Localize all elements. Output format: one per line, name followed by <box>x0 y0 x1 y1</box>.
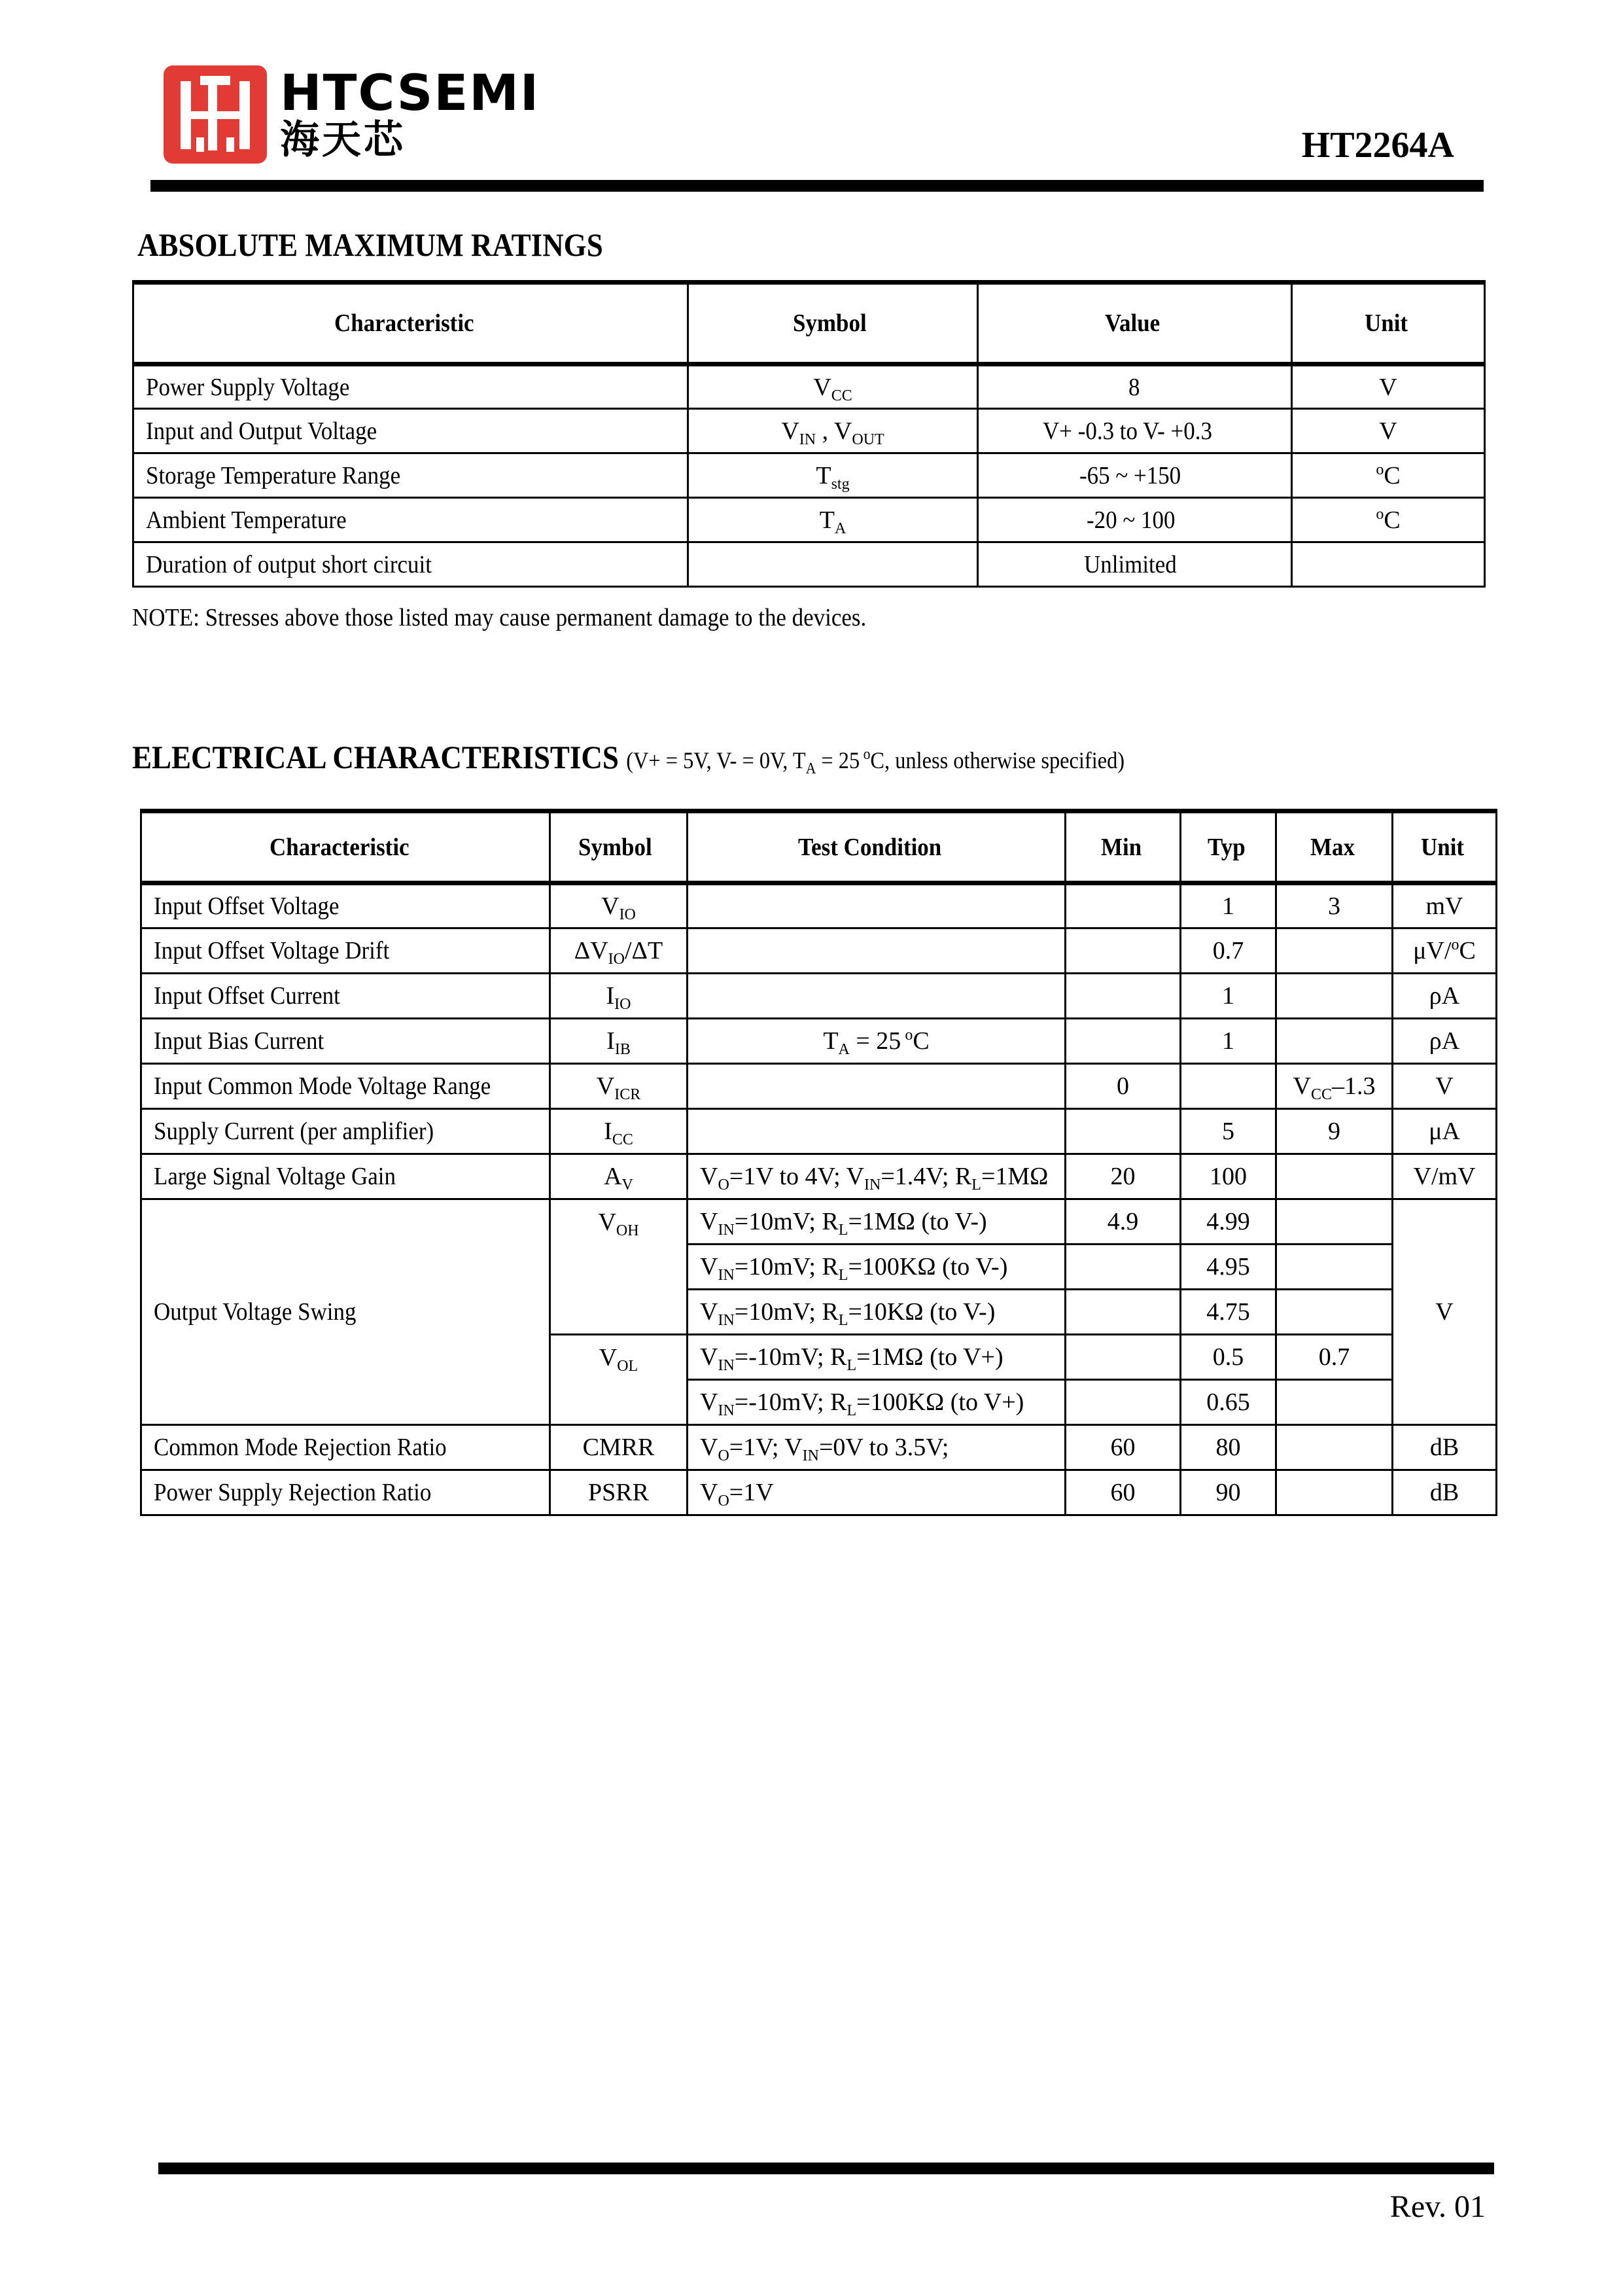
unit-cell <box>1292 542 1485 587</box>
max-cell <box>1276 928 1393 974</box>
characteristic-cell: Input Offset Voltage Drift <box>141 928 550 974</box>
table-row <box>141 1109 1497 1154</box>
characteristic-cell: Ambient Temperature <box>133 498 688 542</box>
value-cell: Unlimited <box>978 542 1292 587</box>
table-row <box>141 1154 1497 1199</box>
typ-cell: 90 <box>1181 1470 1276 1515</box>
condition-cell <box>688 974 1066 1019</box>
brand-name: HTCSEMI <box>280 63 540 122</box>
condition-cell: $V_{IN}=10mV$; $R_L=100K\Omega$ (to V-) <box>688 1245 1066 1290</box>
electrical-title <box>132 738 1125 776</box>
revision-label: Rev. 01 <box>1389 2189 1486 2224</box>
column-header: Test Condition <box>688 811 1066 883</box>
symbol-cell <box>688 542 978 587</box>
company-logo <box>164 63 540 167</box>
table-row <box>141 1064 1497 1109</box>
condition-cell: $V_{IN}=10mV$; $R_L=1M\Omega$ (to V-) <box>688 1199 1066 1245</box>
condition-cell <box>688 928 1066 974</box>
characteristic-cell: Output Voltage Swing <box>141 1199 550 1425</box>
condition-cell: $V_O=1V$ to 4V; $V_{IN}=1.4V$; $R_L=1M\Omega$ <box>688 1154 1066 1199</box>
condition-cell: $T_A = 25$ $^o$C <box>688 1019 1066 1064</box>
symbol-cell: $V_{IN}$ , $V_{OUT}$ <box>688 409 978 453</box>
unit-cell: $^o$C <box>1292 498 1485 542</box>
min-cell <box>1066 1245 1181 1290</box>
typ-cell: 0.5 <box>1181 1335 1276 1380</box>
condition-cell: $V_{IN}=10mV$; $R_L=10K\Omega$ (to V-) <box>688 1290 1066 1335</box>
symbol-cell: $I_{CC}$ <box>550 1109 688 1154</box>
max-cell <box>1276 1154 1393 1199</box>
max-cell <box>1276 1380 1393 1425</box>
condition-cell: $V_{IN}=-10mV$; $R_L=100K\Omega$ (to V+) <box>688 1380 1066 1425</box>
typ-cell: 5 <box>1181 1109 1276 1154</box>
typ-cell: 1 <box>1181 1019 1276 1064</box>
characteristic-cell: Input Offset Current <box>141 974 550 1019</box>
electrical-title-text: ELECTRICAL CHARACTERISTICS <box>132 739 619 775</box>
typ-cell: 100 <box>1181 1154 1276 1199</box>
unit-cell: μV/$^o$C <box>1393 928 1497 974</box>
column-header: Min <box>1066 811 1181 883</box>
symbol-cell: $V_{ICR}$ <box>550 1064 688 1109</box>
condition-cell: $V_O=1V$; $V_{IN}=0V$ to 3.5V; <box>688 1425 1066 1470</box>
symbol-cell: $V_{OH}$ <box>550 1199 688 1335</box>
column-header: Max <box>1276 811 1393 883</box>
symbol-cell: $A_V$ <box>550 1154 688 1199</box>
symbol-cell: PSRR <box>550 1470 688 1515</box>
symbol-cell: $V_{CC}$ <box>688 364 978 409</box>
column-header: Unit <box>1393 811 1497 883</box>
column-header: Symbol <box>550 811 688 883</box>
max-cell: 9 <box>1276 1109 1393 1154</box>
symbol-cell: $V_{IO}$ <box>550 883 688 928</box>
table-row <box>141 1019 1497 1064</box>
abs-max-table <box>132 280 1486 588</box>
column-header: Value <box>978 283 1292 364</box>
table-row <box>141 883 1497 928</box>
min-cell: 60 <box>1066 1470 1181 1515</box>
typ-cell: 1 <box>1181 883 1276 928</box>
min-cell <box>1066 928 1181 974</box>
characteristic-cell: Input and Output Voltage <box>133 409 688 453</box>
table-header-row <box>133 283 1485 364</box>
electrical-conditions: (V+ = 5V, V- = 0V, $T_A = 25$ $^o$C, unless otherwise specified) <box>626 746 1125 777</box>
min-cell <box>1066 1109 1181 1154</box>
value-cell: 8 <box>978 364 1292 409</box>
min-cell <box>1066 1380 1181 1425</box>
max-cell <box>1276 1290 1393 1335</box>
max-cell: $V_{CC}-1.3$ <box>1276 1064 1393 1109</box>
column-header: Symbol <box>688 283 978 364</box>
symbol-cell: $I_{IB}$ <box>550 1019 688 1064</box>
unit-cell: $^o$C <box>1292 453 1485 498</box>
logo-glyph-icon <box>164 65 267 164</box>
condition-cell <box>688 1109 1066 1154</box>
table-row <box>133 498 1485 542</box>
table-row <box>141 1425 1497 1470</box>
electrical-table <box>140 809 1497 1516</box>
max-cell: 0.7 <box>1276 1335 1393 1380</box>
table-header-row <box>141 811 1497 883</box>
max-cell <box>1276 1245 1393 1290</box>
characteristic-cell: Storage Temperature Range <box>133 453 688 498</box>
typ-cell: 4.99 <box>1181 1199 1276 1245</box>
min-cell <box>1066 883 1181 928</box>
condition-cell <box>688 1064 1066 1109</box>
characteristic-cell: Large Signal Voltage Gain <box>141 1154 550 1199</box>
table-row <box>133 409 1485 453</box>
table-row <box>141 1199 1497 1245</box>
condition-cell: $V_{IN}=-10mV$; $R_L=1M\Omega$ (to V+) <box>688 1335 1066 1380</box>
unit-cell: dB <box>1393 1470 1497 1515</box>
max-cell <box>1276 1199 1393 1245</box>
table-row <box>133 364 1485 409</box>
unit-cell: ρA <box>1393 1019 1497 1064</box>
typ-cell <box>1181 1064 1276 1109</box>
characteristic-cell: Input Common Mode Voltage Range <box>141 1064 550 1109</box>
table-row <box>141 1470 1497 1515</box>
typ-cell: 0.65 <box>1181 1380 1276 1425</box>
brand-name-cn: 海天芯 <box>280 117 406 163</box>
max-cell: 3 <box>1276 883 1393 928</box>
column-header: Characteristic <box>133 283 688 364</box>
characteristic-cell: Duration of output short circuit <box>133 542 688 587</box>
abs-max-note: NOTE: Stresses above those listed may cause permanent damage to the devices. <box>132 604 867 631</box>
unit-cell: V <box>1292 409 1485 453</box>
min-cell <box>1066 1290 1181 1335</box>
abs-max-title: ABSOLUTE MAXIMUM RATINGS <box>137 226 603 263</box>
unit-cell: V <box>1393 1199 1497 1425</box>
unit-cell: mV <box>1393 883 1497 928</box>
max-cell <box>1276 974 1393 1019</box>
footer-rule <box>158 2163 1494 2174</box>
max-cell <box>1276 1470 1393 1515</box>
table-row <box>141 928 1497 974</box>
unit-cell: V <box>1393 1064 1497 1109</box>
typ-cell: 4.75 <box>1181 1290 1276 1335</box>
column-header: Typ <box>1181 811 1276 883</box>
min-cell <box>1066 974 1181 1019</box>
unit-cell: V <box>1292 364 1485 409</box>
min-cell: 0 <box>1066 1064 1181 1109</box>
logo-mark <box>164 65 267 164</box>
value-cell: -20 ~ 100 <box>978 498 1292 542</box>
value-cell: -65 ~ +150 <box>978 453 1292 498</box>
unit-cell: dB <box>1393 1425 1497 1470</box>
unit-cell: μA <box>1393 1109 1497 1154</box>
value-cell: V+ -0.3 to V- +0.3 <box>978 409 1292 453</box>
min-cell: 60 <box>1066 1425 1181 1470</box>
symbol-cell: $I_{IO}$ <box>550 974 688 1019</box>
symbol-cell: $T_A$ <box>688 498 978 542</box>
typ-cell: 0.7 <box>1181 928 1276 974</box>
table-row <box>133 542 1485 587</box>
symbol-cell: $\Delta V_{IO}/\Delta T$ <box>550 928 688 974</box>
symbol-cell: CMRR <box>550 1425 688 1470</box>
characteristic-cell: Input Bias Current <box>141 1019 550 1064</box>
max-cell <box>1276 1019 1393 1064</box>
characteristic-cell: Input Offset Voltage <box>141 883 550 928</box>
characteristic-cell: Power Supply Voltage <box>133 364 688 409</box>
symbol-cell: $T_{stg}$ <box>688 453 978 498</box>
min-cell: 4.9 <box>1066 1199 1181 1245</box>
table-row <box>133 453 1485 498</box>
min-cell <box>1066 1335 1181 1380</box>
condition-cell <box>688 883 1066 928</box>
typ-cell: 80 <box>1181 1425 1276 1470</box>
condition-cell: $V_O=1V$ <box>688 1470 1066 1515</box>
min-cell: 20 <box>1066 1154 1181 1199</box>
characteristic-cell: Power Supply Rejection Ratio <box>141 1470 550 1515</box>
column-header: Unit <box>1292 283 1485 364</box>
typ-cell: 4.95 <box>1181 1245 1276 1290</box>
symbol-cell: $V_{OL}$ <box>550 1335 688 1425</box>
max-cell <box>1276 1425 1393 1470</box>
part-number: HT2264A <box>1301 125 1454 166</box>
min-cell <box>1066 1019 1181 1064</box>
typ-cell: 1 <box>1181 974 1276 1019</box>
characteristic-cell: Common Mode Rejection Ratio <box>141 1425 550 1470</box>
characteristic-cell: Supply Current (per amplifier) <box>141 1109 550 1154</box>
table-row <box>141 974 1497 1019</box>
unit-cell: ρA <box>1393 974 1497 1019</box>
header-rule <box>150 180 1484 192</box>
column-header: Characteristic <box>141 811 550 883</box>
unit-cell: V/mV <box>1393 1154 1497 1199</box>
